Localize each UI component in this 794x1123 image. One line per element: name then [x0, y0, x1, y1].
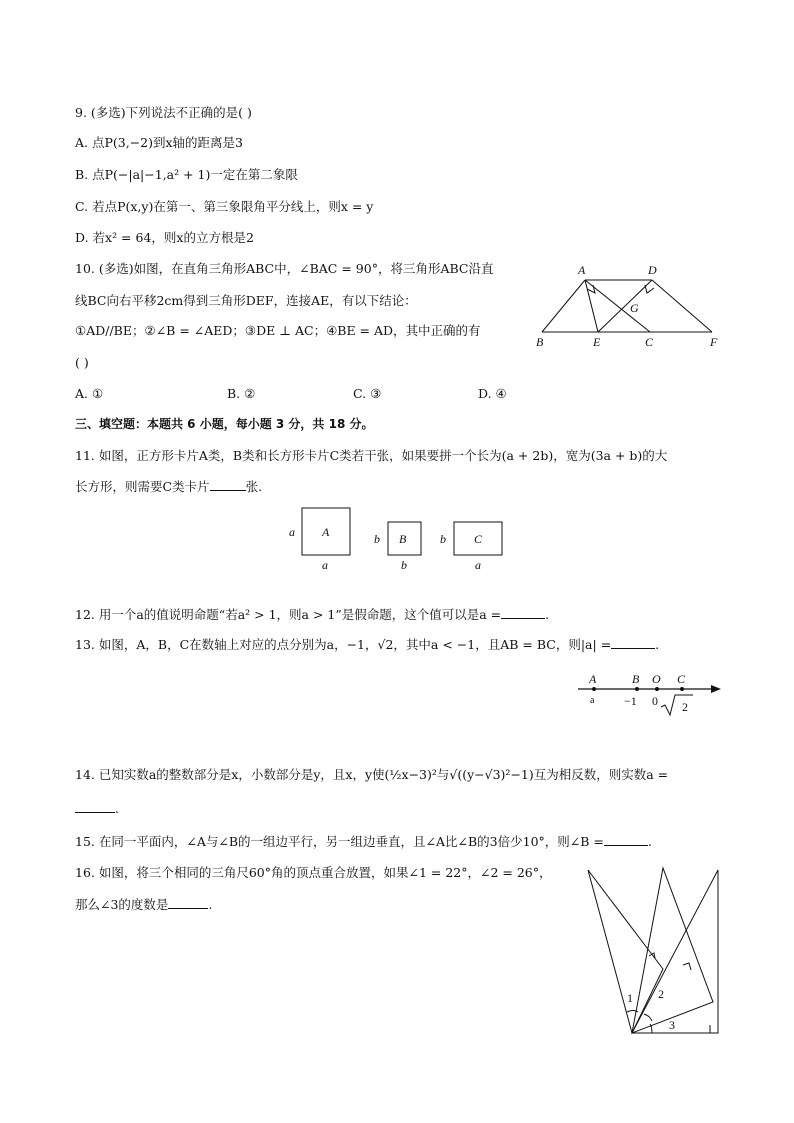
q9-option-d: D. 若x² = 64，则x的立方根是2: [75, 230, 254, 245]
card-C-side: b: [440, 532, 446, 546]
q16-line-2: [75, 896, 212, 914]
q11-line-2-end: 张.: [245, 479, 263, 494]
q16-end: .: [208, 897, 213, 912]
q12-line: [75, 606, 549, 624]
axis-label-C: C: [677, 672, 686, 686]
angle-arc-2: [644, 1014, 652, 1021]
q9-stem: 9. (多选)下列说法不正确的是( ): [75, 105, 252, 120]
angle-label-1: 1: [627, 991, 633, 1005]
q10-stem-line-1: 10. (多选)如图，在直角三角形ABC中，∠BAC = 90°，将三角形ABC沿直: [75, 261, 494, 276]
q16-text: 那么∠3的度数是: [75, 897, 169, 912]
q10-stem-line-4: ( ): [75, 355, 89, 370]
q11-answer-blank[interactable]: [210, 478, 246, 491]
q15-line: [75, 833, 652, 851]
angle-label-2: 2: [658, 987, 664, 1001]
edge-AE: [585, 280, 598, 332]
q14-answer-blank[interactable]: [75, 800, 115, 813]
q14-end: .: [115, 801, 119, 816]
label-F: F: [710, 335, 718, 349]
label-E: E: [593, 335, 601, 349]
q9-option-c: C. 若点P(x,y)在第一、第三象限角平分线上，则x = y: [75, 199, 374, 214]
q14-line-1: 14. 已知实数a的整数部分是x，小数部分是y，且x，y使(½x−3)²与√((y−√3)²−1)互为相反数，则实数a =: [75, 767, 669, 782]
q10-option-a: A. ①: [75, 386, 104, 401]
card-B-name: B: [399, 532, 407, 546]
q10-option-d: D. ④: [478, 386, 507, 401]
q15-end: .: [647, 834, 652, 849]
card-C-bottom: a: [475, 558, 481, 572]
set-square-1: [588, 870, 663, 1033]
angle-label-3: 3: [669, 1018, 675, 1032]
edge-DF: [652, 280, 712, 332]
q13-end: .: [655, 637, 660, 652]
q16-line-1: 16. 如图，将三个相同的三角尺60°角的顶点重合放置，如果∠1 = 22°，∠2 = 26°，: [75, 865, 552, 880]
q11-cards-figure: [280, 503, 520, 578]
set-square-3: [632, 870, 718, 1033]
q14-line-2: [75, 800, 119, 818]
axis-label-B: B: [632, 672, 640, 686]
card-A-bottom: a: [322, 558, 328, 572]
card-B-side: b: [374, 532, 380, 546]
q12-text: 12. 用一个a的值说明命题“若a² > 1，则a > 1”是假命题，这个值可以是a =: [75, 607, 502, 622]
q11-line-2-text: 长方形，则需要C类卡片: [75, 479, 210, 494]
q16-answer-blank[interactable]: [168, 896, 208, 909]
label-C: C: [645, 335, 654, 349]
card-A-side: a: [289, 525, 295, 539]
section-3-title: 三、填空题：本题共 6 小题，每小题 3 分，共 18 分。: [75, 417, 374, 431]
q13-text: 13. 如图，A，B，C在数轴上对应的点分别为a，−1，√2，其中a < −1，且AB = BC，则|a| =: [75, 637, 612, 652]
card-A-name: A: [322, 525, 330, 539]
edge-AC: [585, 280, 650, 332]
q16-set-squares-figure: [580, 862, 725, 1037]
q12-end: .: [545, 607, 550, 622]
q10-option-b: B. ②: [227, 386, 256, 401]
q12-answer-blank[interactable]: [501, 606, 545, 619]
axis-value-minus1: −1: [624, 694, 637, 708]
right-angle-mark-2: [683, 963, 691, 970]
q13-answer-blank[interactable]: [611, 636, 655, 649]
sqrt-sign-icon: [661, 695, 693, 715]
q10-option-c: C. ③: [353, 386, 382, 401]
axis-value-a: a: [590, 695, 595, 706]
label-D: D: [648, 263, 657, 277]
q10-stem-line-2: 线BC向右平移2cm得到三角形DEF，连接AE，有以下结论：: [75, 293, 417, 308]
q11-line-2: [75, 478, 262, 496]
axis-label-A: A: [589, 672, 597, 686]
label-G: G: [630, 301, 639, 315]
q15-answer-blank[interactable]: [604, 833, 648, 846]
card-B-bottom: b: [401, 558, 407, 572]
q13-number-line: [575, 667, 725, 719]
q11-line-1: 11. 如图，正方形卡片A类，B类和长方形卡片C类若干张，如果要拼一个长为(a + 2b)，宽为(3a + b)的大: [75, 448, 668, 463]
q9-option-a: A. 点P(3,−2)到x轴的距离是3: [75, 135, 243, 150]
q10-triangle-figure: [530, 258, 730, 350]
axis-value-zero: 0: [652, 694, 658, 708]
axis-arrow-icon: [711, 685, 721, 693]
q13-line: [75, 636, 659, 654]
card-C-name: C: [474, 532, 483, 546]
axis-value-root2: 2: [682, 700, 688, 714]
label-B: B: [536, 335, 544, 349]
label-A: A: [578, 263, 586, 277]
q10-stem-line-3: ①AD//BE；②∠B = ∠AED；③DE ⊥ AC；④BE = AD，其中正确的有: [75, 323, 481, 338]
edge-DE: [598, 280, 652, 332]
q9-option-b: B. 点P(−|a|−1,a² + 1)一定在第二象限: [75, 167, 298, 182]
edge-AB: [542, 280, 585, 332]
q15-text: 15. 在同一平面内，∠A与∠B的一组边平行，另一组边垂直，且∠A比∠B的3倍少10°，则∠B =: [75, 834, 604, 849]
right-angle-D: [645, 285, 654, 293]
axis-label-O: O: [652, 672, 661, 686]
